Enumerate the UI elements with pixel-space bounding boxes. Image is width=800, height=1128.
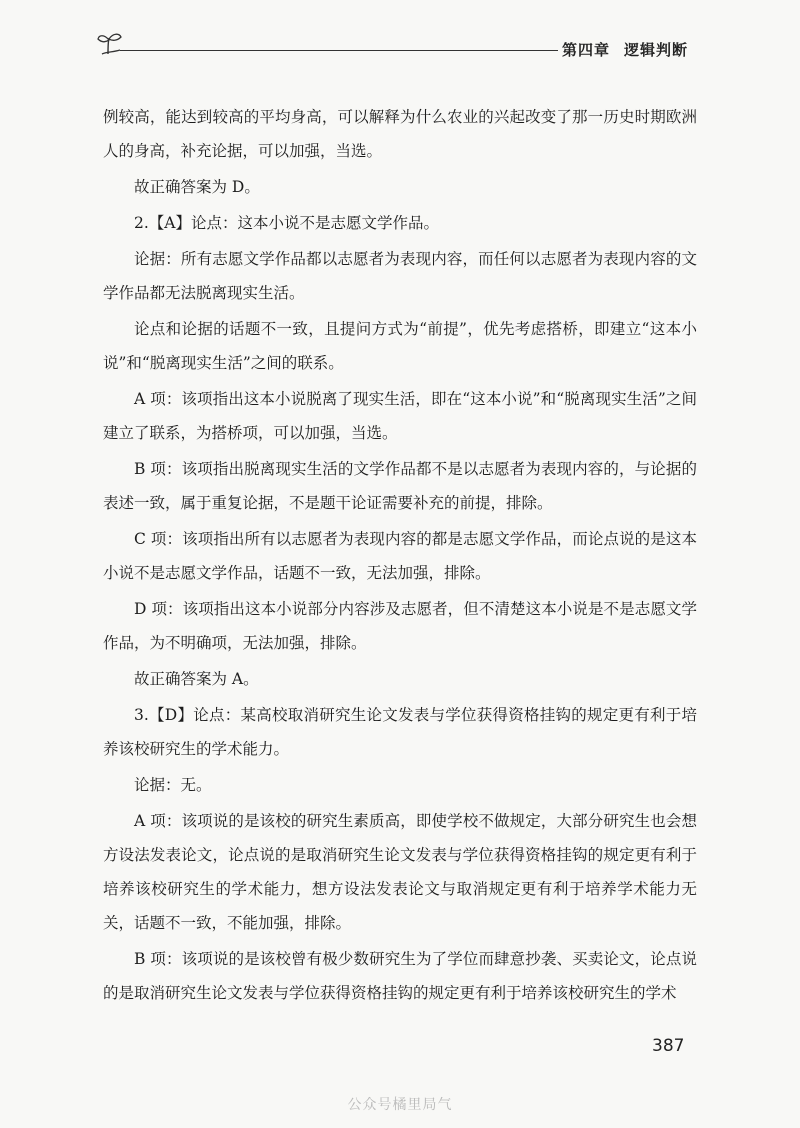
paragraph: B 项：该项说的是该校曾有极少数研究生为了学位而肆意抄袭、买卖论文，论点说的是取消研究生论文发表与学位获得资格挂钩的规定更有利于培养该校研究生的学术 <box>103 950 697 1002</box>
paragraph: B 项：该项指出脱离现实生活的文学作品都不是以志愿者为表现内容的，与论据的表述一致，属于重复论据，不是题干论证需要补充的前提，排除。 <box>103 460 697 512</box>
paragraph: 论据：所有志愿文学作品都以志愿者为表现内容，而任何以志愿者为表现内容的文学作品都无法脱离现实生活。 <box>103 250 697 302</box>
chapter-label: 第四章 <box>562 41 611 59</box>
paragraph: 故正确答案为 D。 <box>134 178 260 196</box>
paragraph: C 项：该项指出所有以志愿者为表现内容的都是志愿文学作品，而论点说的是这本小说不是志愿文学作品，话题不一致，无法加强，排除。 <box>103 530 697 582</box>
paragraph: 例较高，能达到较高的平均身高，可以解释为什么农业的兴起改变了那一历史时期欧洲人的身高，补充论据，可以加强，当选。 <box>103 108 697 160</box>
paragraph: A 项：该项说的是该校的研究生素质高，即使学校不做规定，大部分研究生也会想方设法发表论文，论点说的是取消研究生论文发表与学位获得资格挂钩的规定更有利于培养该校研究生的学术能力，想方设法发表论文与取消规定更有利于培养学术能力无关，话题不一致，不能加强，排除。 <box>103 812 697 932</box>
page-header <box>96 30 696 70</box>
page-number: 387 <box>652 1036 685 1056</box>
paragraph: A 项：该项指出这本小说脱离了现实生活，即在“这本小说”和“脱离现实生活”之间建立了联系，为搭桥项，可以加强，当选。 <box>103 390 697 442</box>
paragraph: 论据：无。 <box>134 776 212 794</box>
header-title <box>562 39 688 60</box>
paragraph: 3.【D】论点：某高校取消研究生论文发表与学位获得资格挂钩的规定更有利于培养该校研究生的学术能力。 <box>103 706 697 758</box>
paragraph: 论点和论据的话题不一致，且提问方式为“前提”，优先考虑搭桥，即建立“这本小说”和“脱离现实生活”之间的联系。 <box>103 320 697 372</box>
paragraph: D 项：该项指出这本小说部分内容涉及志愿者，但不清楚这本小说是不是志愿文学作品，为不明确项，无法加强，排除。 <box>103 600 697 652</box>
sprout-icon <box>96 30 124 56</box>
page-body <box>103 100 697 1012</box>
header-rule <box>120 50 558 51</box>
watermark-text: 公众号橘里局气 <box>347 1097 453 1113</box>
section-label: 逻辑判断 <box>624 41 689 59</box>
paragraph: 故正确答案为 A。 <box>134 670 259 688</box>
paragraph: 2.【A】论点：这本小说不是志愿文学作品。 <box>134 214 439 232</box>
